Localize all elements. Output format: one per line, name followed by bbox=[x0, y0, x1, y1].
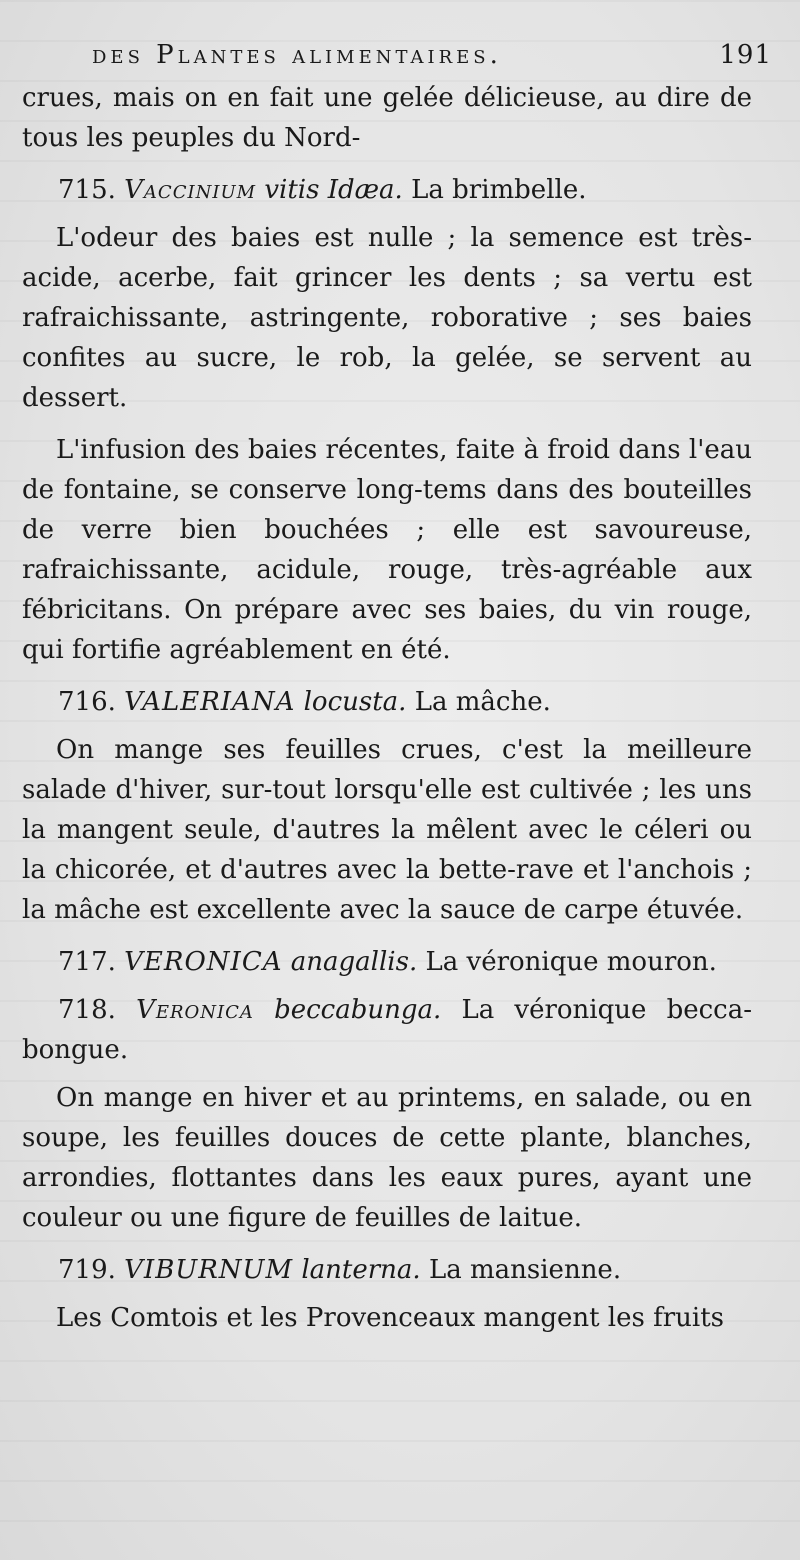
page-number: 191 bbox=[719, 40, 772, 70]
paragraph: crues, mais on en fait une gelée délicieuse, au dire de tous les peuples du Nord- bbox=[22, 83, 752, 153]
entry-715 bbox=[22, 170, 752, 210]
paragraph: On mange en hiver et au printems, en salade, ou en soupe, les feuilles douces de cette plante, blanches, arrondies, flottantes dans les eaux pures, ayant une couleur ou une figure de feuilles de laitue. bbox=[22, 1083, 752, 1233]
common-name: La mâche. bbox=[414, 687, 551, 717]
species-name: vitis Idæa. bbox=[264, 175, 403, 205]
species-name: anagallis. bbox=[290, 947, 418, 977]
entry-number: 715. bbox=[58, 175, 116, 205]
entry-number: 717. bbox=[58, 947, 116, 977]
paragraph: L'infusion des baies récentes, faite à froid dans l'eau de fontaine, se conserve long-tems dans des bouteilles de verre bien bouchées ; elle est savoureuse, rafraichissante, acidule, rouge, très-agréable aux fébricitans. On prépare avec ses baies, du vin rouge, qui fortifie agréablement en été. bbox=[22, 435, 752, 665]
common-name: La mansienne. bbox=[428, 1255, 622, 1285]
running-header bbox=[92, 40, 772, 80]
entry-number: 716. bbox=[58, 687, 116, 717]
paragraph: Les Comtois et les Provenceaux mangent les fruits bbox=[56, 1303, 725, 1333]
genus-name: VALERIANA bbox=[124, 687, 296, 717]
entry-number: 719. bbox=[58, 1255, 116, 1285]
entry-716 bbox=[22, 682, 752, 722]
entry-718 bbox=[22, 990, 752, 1070]
paragraph: On mange ses feuilles crues, c'est la meilleure salade d'hiver, sur-tout lorsqu'elle est cultivée ; les uns la mangent seule, d'autres la mêlent avec le céleri ou la chicorée, et d'autres avec la bette-rave et l'anchois ; la mâche est excellente avec la sauce de carpe étuvée. bbox=[22, 735, 752, 925]
species-name: lanterna. bbox=[301, 1255, 421, 1285]
genus-name: VIBURNUM bbox=[124, 1255, 294, 1285]
species-name: beccabunga. bbox=[274, 995, 442, 1025]
entry-number: 718. bbox=[58, 995, 116, 1025]
entry-717 bbox=[22, 942, 752, 982]
paragraph: L'odeur des baies est nulle ; la semence est très-acide, acerbe, fait grincer les dents ; sa vertu est rafraichissante, astringente, roborative ; ses baies confites au sucre, le rob, la gelée, se servent au dessert. bbox=[22, 223, 752, 413]
genus-name: Veronica bbox=[136, 995, 254, 1025]
body-text bbox=[22, 78, 752, 1338]
common-name: La véronique becca-bongue. bbox=[22, 995, 753, 1065]
running-title: des Plantes alimentaires. bbox=[92, 40, 502, 70]
genus-name: Vaccinium bbox=[124, 175, 257, 205]
genus-name: VERONICA bbox=[124, 947, 283, 977]
common-name: La véronique mouron. bbox=[425, 947, 717, 977]
entry-719 bbox=[22, 1250, 752, 1290]
common-name: La brimbelle. bbox=[411, 175, 587, 205]
species-name: locusta. bbox=[303, 687, 407, 717]
